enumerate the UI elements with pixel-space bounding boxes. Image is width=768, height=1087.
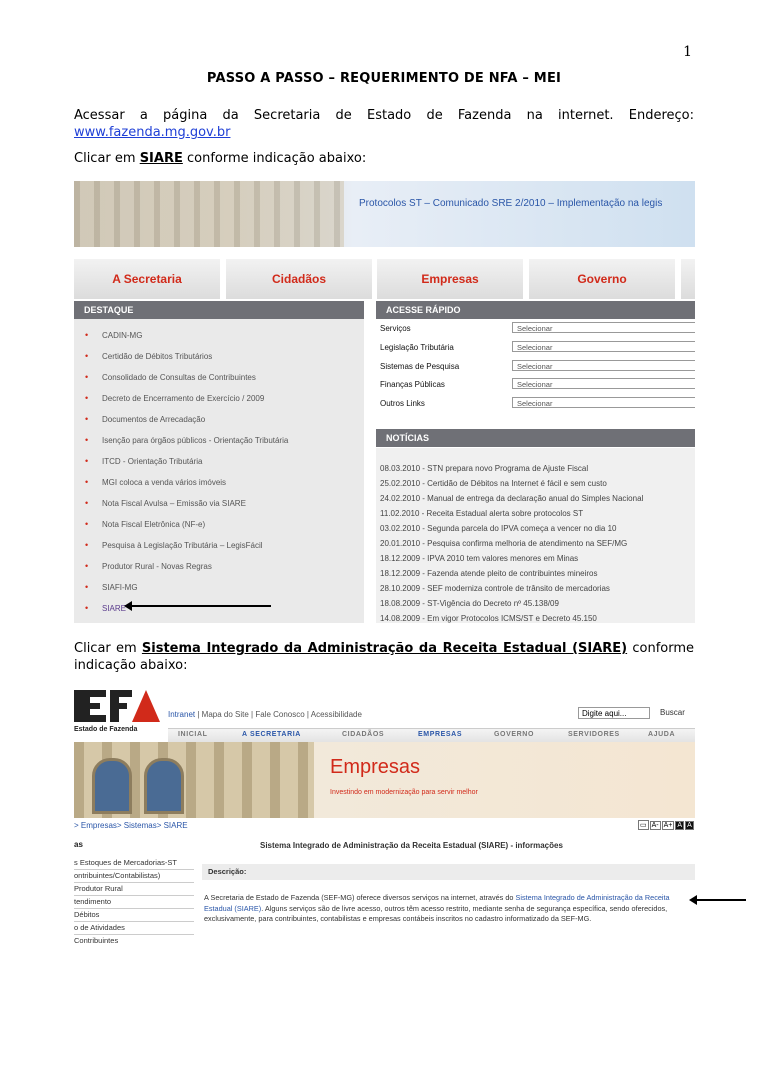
quick-select[interactable]: Selecionar xyxy=(512,397,695,408)
tab-more[interactable] xyxy=(681,259,695,299)
sidebar xyxy=(74,836,194,946)
p3-system: Sistema Integrado da Administração da Receita Estadual (SIARE) xyxy=(141,641,628,656)
sidebar-item[interactable]: Contribuintes xyxy=(74,934,194,946)
print-icon[interactable]: ▭ xyxy=(640,822,647,829)
quick-select[interactable]: Selecionar xyxy=(512,378,695,389)
banner-text[interactable]: Protocolos ST – Comunicado SRE 2/2010 – Implementação na legis xyxy=(359,198,663,209)
search-button[interactable]: Buscar xyxy=(660,708,685,717)
destaque-item[interactable]: • Pesquisa à Legislação Tributária – LegisFácil xyxy=(85,540,263,550)
news-item[interactable]: 20.01.2010 - Pesquisa confirma melhoria de atendimento na SEF/MG xyxy=(380,539,628,548)
destaque-item[interactable]: • Certidão de Débitos Tributários xyxy=(85,351,213,361)
nav-cidadaos[interactable]: CIDADÃOS xyxy=(342,731,385,738)
destaque-item[interactable]: • Isenção para órgãos públicos - Orientação Tributária xyxy=(85,435,289,445)
sidebar-item[interactable]: o de Atividades xyxy=(74,921,194,935)
destaque-list xyxy=(74,319,364,623)
font-size-button[interactable]: A+ xyxy=(663,822,673,829)
nav-ajuda[interactable]: AJUDA xyxy=(648,731,676,738)
arrow-pointer-icon xyxy=(131,605,271,607)
window-arch xyxy=(92,758,132,814)
news-item[interactable]: 24.02.2010 - Manual de entrega da declaração anual do Simples Nacional xyxy=(380,494,644,503)
page-number: 1 xyxy=(683,44,692,60)
main-nav xyxy=(168,728,695,743)
site-link[interactable]: www.fazenda.mg.gov.br xyxy=(74,125,231,140)
news-item[interactable]: 08.03.2010 - STN prepara novo Programa de Ajuste Fiscal xyxy=(380,464,589,473)
description-body: A Secretaria de Estado de Fazenda (SEF-MG) oferece diversos serviços na internet, através do Sistema Integrado de Administração da Receita Estadual (SIARE). Alguns serviços são de livre acesso, outros têm acesso restrito, mediante senha de segurança específica, sendo oferecidos, exclusivamente, para contribuintes, contabilistas e empresas contábeis inscritos no cadastro informatizado da SEF-MG. xyxy=(204,893,670,923)
sidebar-item[interactable]: s Estoques de Mercadorias-ST xyxy=(74,856,194,870)
page-title: PASSO A PASSO – REQUERIMENTO DE NFA – MEI xyxy=(206,71,562,86)
hero-subtitle: Investindo em modernização para servir melhor xyxy=(330,789,478,796)
sidebar-item[interactable]: Débitos xyxy=(74,908,194,922)
destaque-item[interactable]: • Decreto de Encerramento de Exercício / 2009 xyxy=(85,393,265,403)
paragraph-click-system xyxy=(74,640,694,657)
p2-siare: SIARE xyxy=(139,151,183,166)
p3-post: conforme xyxy=(627,641,694,656)
news-panel xyxy=(376,448,695,623)
tab-governo[interactable]: Governo xyxy=(529,259,675,299)
arrow-pointer-icon xyxy=(696,899,746,901)
sidebar-heading: as xyxy=(74,840,83,849)
acesse-rapido-header: ACESSE RÁPIDO xyxy=(376,301,695,319)
siare-heading: Sistema Integrado de Administração da Receita Estadual (SIARE) - informações xyxy=(260,841,563,850)
quick-select[interactable]: Selecionar xyxy=(512,322,695,333)
news-item[interactable]: 28.10.2009 - SEF moderniza controle de trânsito de mercadorias xyxy=(380,584,610,593)
site-link-line xyxy=(74,124,694,141)
noticias-header: NOTÍCIAS xyxy=(376,429,695,447)
banner-building-image xyxy=(74,181,344,247)
destaque-item[interactable]: • Documentos de Arrecadação xyxy=(85,414,206,424)
sidebar-item[interactable]: tendimento xyxy=(74,895,194,909)
description-label: Descrição: xyxy=(202,864,695,880)
nav-empresas[interactable]: EMPRESAS xyxy=(418,731,463,738)
news-item[interactable]: 18.12.2009 - IPVA 2010 tem valores menores em Minas xyxy=(380,554,579,563)
destaque-item[interactable]: • MGI coloca a venda vários imóveis xyxy=(85,477,227,487)
destaque-item[interactable]: • ITCD - Orientação Tributária xyxy=(85,456,203,466)
quick-select[interactable]: Selecionar xyxy=(512,341,695,352)
sidebar-item[interactable]: ontribuintes/Contabilistas) xyxy=(74,869,194,883)
p3-pre: Clicar em xyxy=(74,641,142,656)
tab-cidadaos[interactable]: Cidadãos xyxy=(226,259,372,299)
tab-a-secretaria[interactable]: A Secretaria xyxy=(74,259,220,299)
paragraph-click-system-2: indicação abaixo: xyxy=(74,658,188,673)
p2-post: conforme indicação abaixo: xyxy=(182,151,367,166)
nav-governo[interactable]: GOVERNO xyxy=(494,731,534,738)
destaque-item[interactable]: • SIAFI-MG xyxy=(85,582,138,592)
destaque-header: DESTAQUE xyxy=(74,301,364,319)
destaque-item[interactable]: • CADIN-MG xyxy=(85,330,143,340)
quick-label: Serviços xyxy=(380,324,411,333)
news-item[interactable]: 03.02.2010 - Segunda parcela do IPVA começa a vencer no dia 10 xyxy=(380,524,617,533)
paragraph-click-siare xyxy=(74,150,694,167)
nav-servidores[interactable]: SERVIDORES xyxy=(568,731,620,738)
paragraph-access: Acessar a página da Secretaria de Estado de Fazenda na internet. Endereço: xyxy=(74,108,694,123)
screenshot-siare-page xyxy=(74,686,695,946)
destaque-item-siare[interactable]: • SIARE xyxy=(85,603,127,613)
breadcrumb[interactable]: > Empresas> Sistemas> SIARE xyxy=(74,821,188,830)
destaque-item[interactable]: • Consolidado de Consultas de Contribuintes xyxy=(85,372,256,382)
quick-label: Outros Links xyxy=(380,399,425,408)
destaque-item[interactable]: • Nota Fiscal Avulsa – Emissão via SIARE xyxy=(85,498,246,508)
font-size-button[interactable]: A- xyxy=(651,822,659,829)
p2-pre: Clicar em xyxy=(74,151,140,166)
nav-inicial[interactable]: INICIAL xyxy=(178,731,208,738)
contrast-button[interactable]: A xyxy=(677,822,683,829)
destaque-item[interactable]: • Nota Fiscal Eletrônica (NF-e) xyxy=(85,519,206,529)
news-item[interactable]: 14.08.2009 - Em vigor Protocolos ICMS/ST e Decreto 45.150 xyxy=(380,614,597,623)
tab-empresas[interactable]: Empresas xyxy=(377,259,523,299)
quick-select[interactable]: Selecionar xyxy=(512,360,695,371)
search-input[interactable]: Digite aqui... xyxy=(578,707,650,719)
news-item[interactable]: 18.08.2009 - ST-Vigência do Decreto nº 45.138/09 xyxy=(380,599,559,608)
screenshot-home xyxy=(74,181,695,623)
sef-logo xyxy=(74,688,160,724)
news-item[interactable]: 11.02.2010 - Receita Estadual alerta sobre protocolos ST xyxy=(380,509,584,518)
top-links[interactable]: Intranet | Mapa do Site | Fale Conosco | Acessibilidade xyxy=(168,710,362,719)
window-arch xyxy=(144,758,184,814)
nav-a-secretaria[interactable]: A SECRETARIA xyxy=(242,731,301,738)
font-size-controls xyxy=(637,820,694,830)
news-item[interactable]: 25.02.2010 - Certidão de Débitos na Internet é fácil e sem custo xyxy=(380,479,607,488)
quick-label: Finanças Públicas xyxy=(380,380,445,389)
hero-title: Empresas xyxy=(330,756,421,778)
news-item[interactable]: 18.12.2009 - Fazenda atende pleito de contribuintes mineiros xyxy=(380,569,598,578)
quick-label: Sistemas de Pesquisa xyxy=(380,362,460,371)
siare-link[interactable]: Sistema Integrado de Administração da Receita Estadual (SIARE) xyxy=(204,893,670,913)
quick-label: Legislação Tributária xyxy=(380,343,454,352)
destaque-item[interactable]: • Produtor Rural - Novas Regras xyxy=(85,561,212,571)
logo-subtitle: Estado de Fazenda xyxy=(74,726,138,733)
sidebar-item[interactable]: Produtor Rural xyxy=(74,882,194,896)
contrast-button[interactable]: A xyxy=(687,822,692,829)
